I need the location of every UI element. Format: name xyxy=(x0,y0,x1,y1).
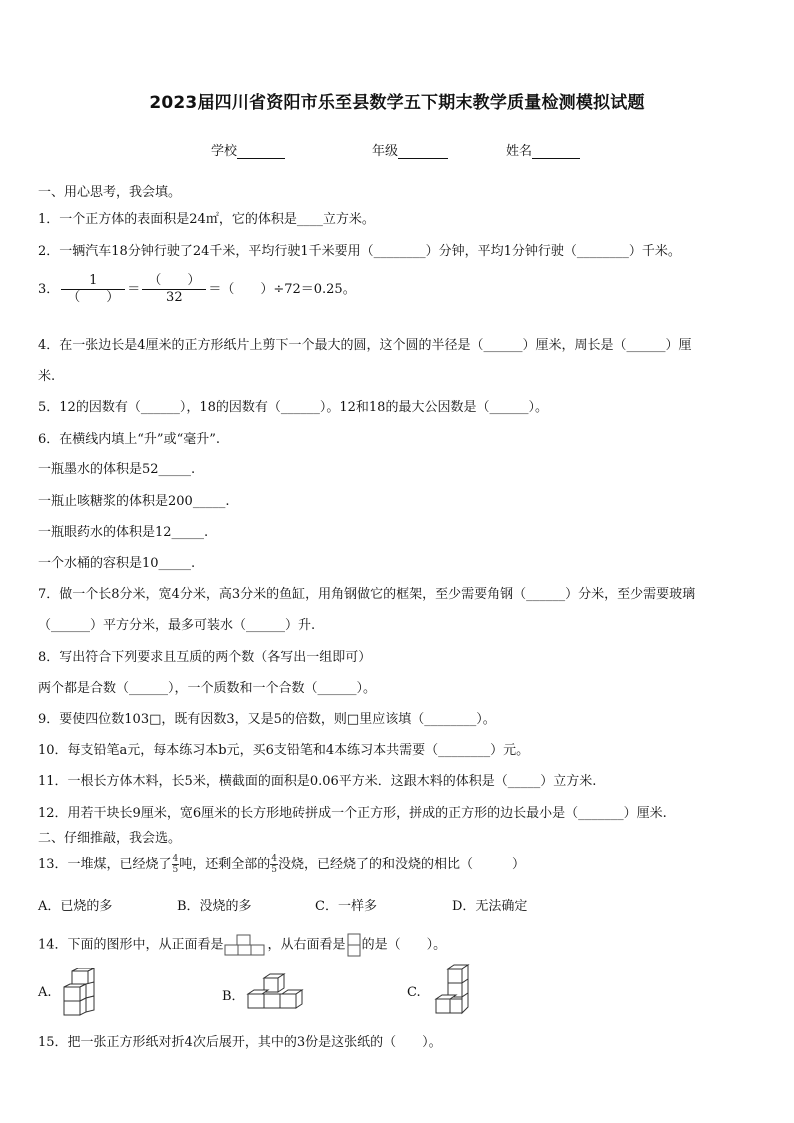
q3-fraction-2 xyxy=(142,273,206,306)
question-8-line-2: 两个都是合数（______），一个质数和一个合数（______）。 xyxy=(38,681,377,696)
q3-f2-numerator: （ ） xyxy=(142,273,206,290)
name-field xyxy=(506,140,580,159)
q13-part-1: 13．一堆煤，已经烧了 xyxy=(38,857,172,872)
front-view-icon xyxy=(224,934,268,956)
name-blank[interactable] xyxy=(532,144,580,159)
school-label: 学校 xyxy=(211,144,238,159)
q6-item-1: 一瓶墨水的体积是52_____. xyxy=(38,462,196,477)
q6-item-4: 一个水桶的容积是10_____. xyxy=(38,556,196,571)
section-1-heading: 一、用心思考，我会填。 xyxy=(38,185,182,200)
q13-fraction-2 xyxy=(270,854,278,875)
q14-option-b-figure[interactable] xyxy=(246,970,306,1012)
name-label: 姓名 xyxy=(506,144,533,159)
question-12: 12．用若干块长9厘米，宽6厘米的长方形地砖拼成一个正方形，拼成的正方形的边长最小是（_______）厘米. xyxy=(38,806,667,821)
q13-option-a[interactable]: A．已烧的多 xyxy=(38,899,113,914)
q13-f2-numerator: 4 xyxy=(271,854,278,864)
q13-option-b[interactable]: B．没烧的多 xyxy=(177,899,252,914)
q3-rest: ＝（ ）÷72＝0.25。 xyxy=(208,282,356,297)
grade-label: 年级 xyxy=(372,144,399,159)
q14-option-c-label[interactable]: C. xyxy=(407,985,421,1000)
question-13 xyxy=(38,853,525,875)
q3-f1-denominator: （ ） xyxy=(67,290,120,305)
question-11: 11．一根长方体木料，长5米，横截面的面积是0.06平方米．这跟木料的体积是（_____）立方米. xyxy=(38,774,597,789)
q13-f1-numerator: 4 xyxy=(172,854,179,864)
q14-part-3: 的是（ ）。 xyxy=(361,937,447,953)
q3-f1-numerator: 1 xyxy=(61,273,125,290)
question-8-line-1: 8．写出符合下列要求且互质的两个数（各写出一组即可） xyxy=(38,650,372,665)
q6-item-3: 一瓶眼药水的体积是12_____. xyxy=(38,525,209,540)
q13-option-d[interactable]: D．无法确定 xyxy=(452,899,528,914)
question-4-line-2: 米. xyxy=(38,369,56,384)
question-15: 15．把一张正方形纸对折4次后展开，其中的3份是这张纸的（ ）。 xyxy=(38,1035,442,1050)
q14-option-b-label[interactable]: B． xyxy=(222,989,245,1004)
section-2-heading: 二、仔细推敲，我会选。 xyxy=(38,831,182,846)
question-1: 1．一个正方体的表面积是24㎡，它的体积是____立方米。 xyxy=(38,212,375,227)
page-title: 2023届四川省资阳市乐至县数学五下期末教学质量检测模拟试题 xyxy=(149,93,645,113)
question-3 xyxy=(38,273,356,306)
question-2: 2．一辆汽车18分钟行驶了24千米，平均行驶1千米要用（________）分钟，平均1分钟行驶（________）千米。 xyxy=(38,244,681,259)
q6-item-2: 一瓶止咳糖浆的体积是200_____. xyxy=(38,494,230,509)
q13-part-3: 没烧，已经烧了的和没烧的相比（ ） xyxy=(278,857,526,872)
q14-part-1: 14．下面的图形中，从正面看是 xyxy=(38,937,224,953)
question-7-line-2: （______）平方分米，最多可装水（______）升. xyxy=(38,618,316,633)
grade-blank[interactable] xyxy=(398,144,448,159)
q14-option-a-label[interactable]: A. xyxy=(38,985,52,1000)
question-14 xyxy=(38,932,446,958)
question-7-line-1: 7．做一个长8分米，宽4分米，高3分米的鱼缸，用角钢做它的框架，至少需要角钢（______）分米，至少需要玻璃 xyxy=(38,587,696,602)
q13-option-c[interactable]: C．一样多 xyxy=(315,899,377,914)
question-9: 9．要使四位数103□，既有因数3，又是5的倍数，则□里应该填（________）。 xyxy=(38,712,496,727)
school-field xyxy=(211,140,285,159)
q14-option-a-figure[interactable] xyxy=(60,968,100,1018)
school-blank[interactable] xyxy=(237,144,285,159)
q13-f1-denominator: 5 xyxy=(172,865,179,875)
question-10: 10．每支铅笔a元，每本练习本b元，买6支铅笔和4本练习本共需要（________）元。 xyxy=(38,743,530,758)
right-view-icon xyxy=(346,932,362,958)
q14-option-c-figure[interactable] xyxy=(432,964,474,1018)
q13-f2-denominator: 5 xyxy=(271,865,278,875)
q3-prefix: 3． xyxy=(38,282,60,297)
q13-part-2: 吨，还剩全部的 xyxy=(179,857,271,872)
question-5: 5．12的因数有（______），18的因数有（______）。12和18的最大公因数是（______）。 xyxy=(38,400,548,415)
q14-part-2: ，从右面看是 xyxy=(267,937,346,953)
q3-equals: ＝ xyxy=(127,282,141,297)
question-4-line-1: 4．在一张边长是4厘米的正方形纸片上剪下一个最大的圆，这个圆的半径是（______）厘米，周长是（______）厘 xyxy=(38,338,692,353)
q3-fraction-1 xyxy=(61,273,125,306)
question-6: 6．在横线内填上“升”或“毫升”. xyxy=(38,432,220,447)
grade-field xyxy=(372,140,448,159)
q3-f2-denominator: 32 xyxy=(166,290,183,305)
